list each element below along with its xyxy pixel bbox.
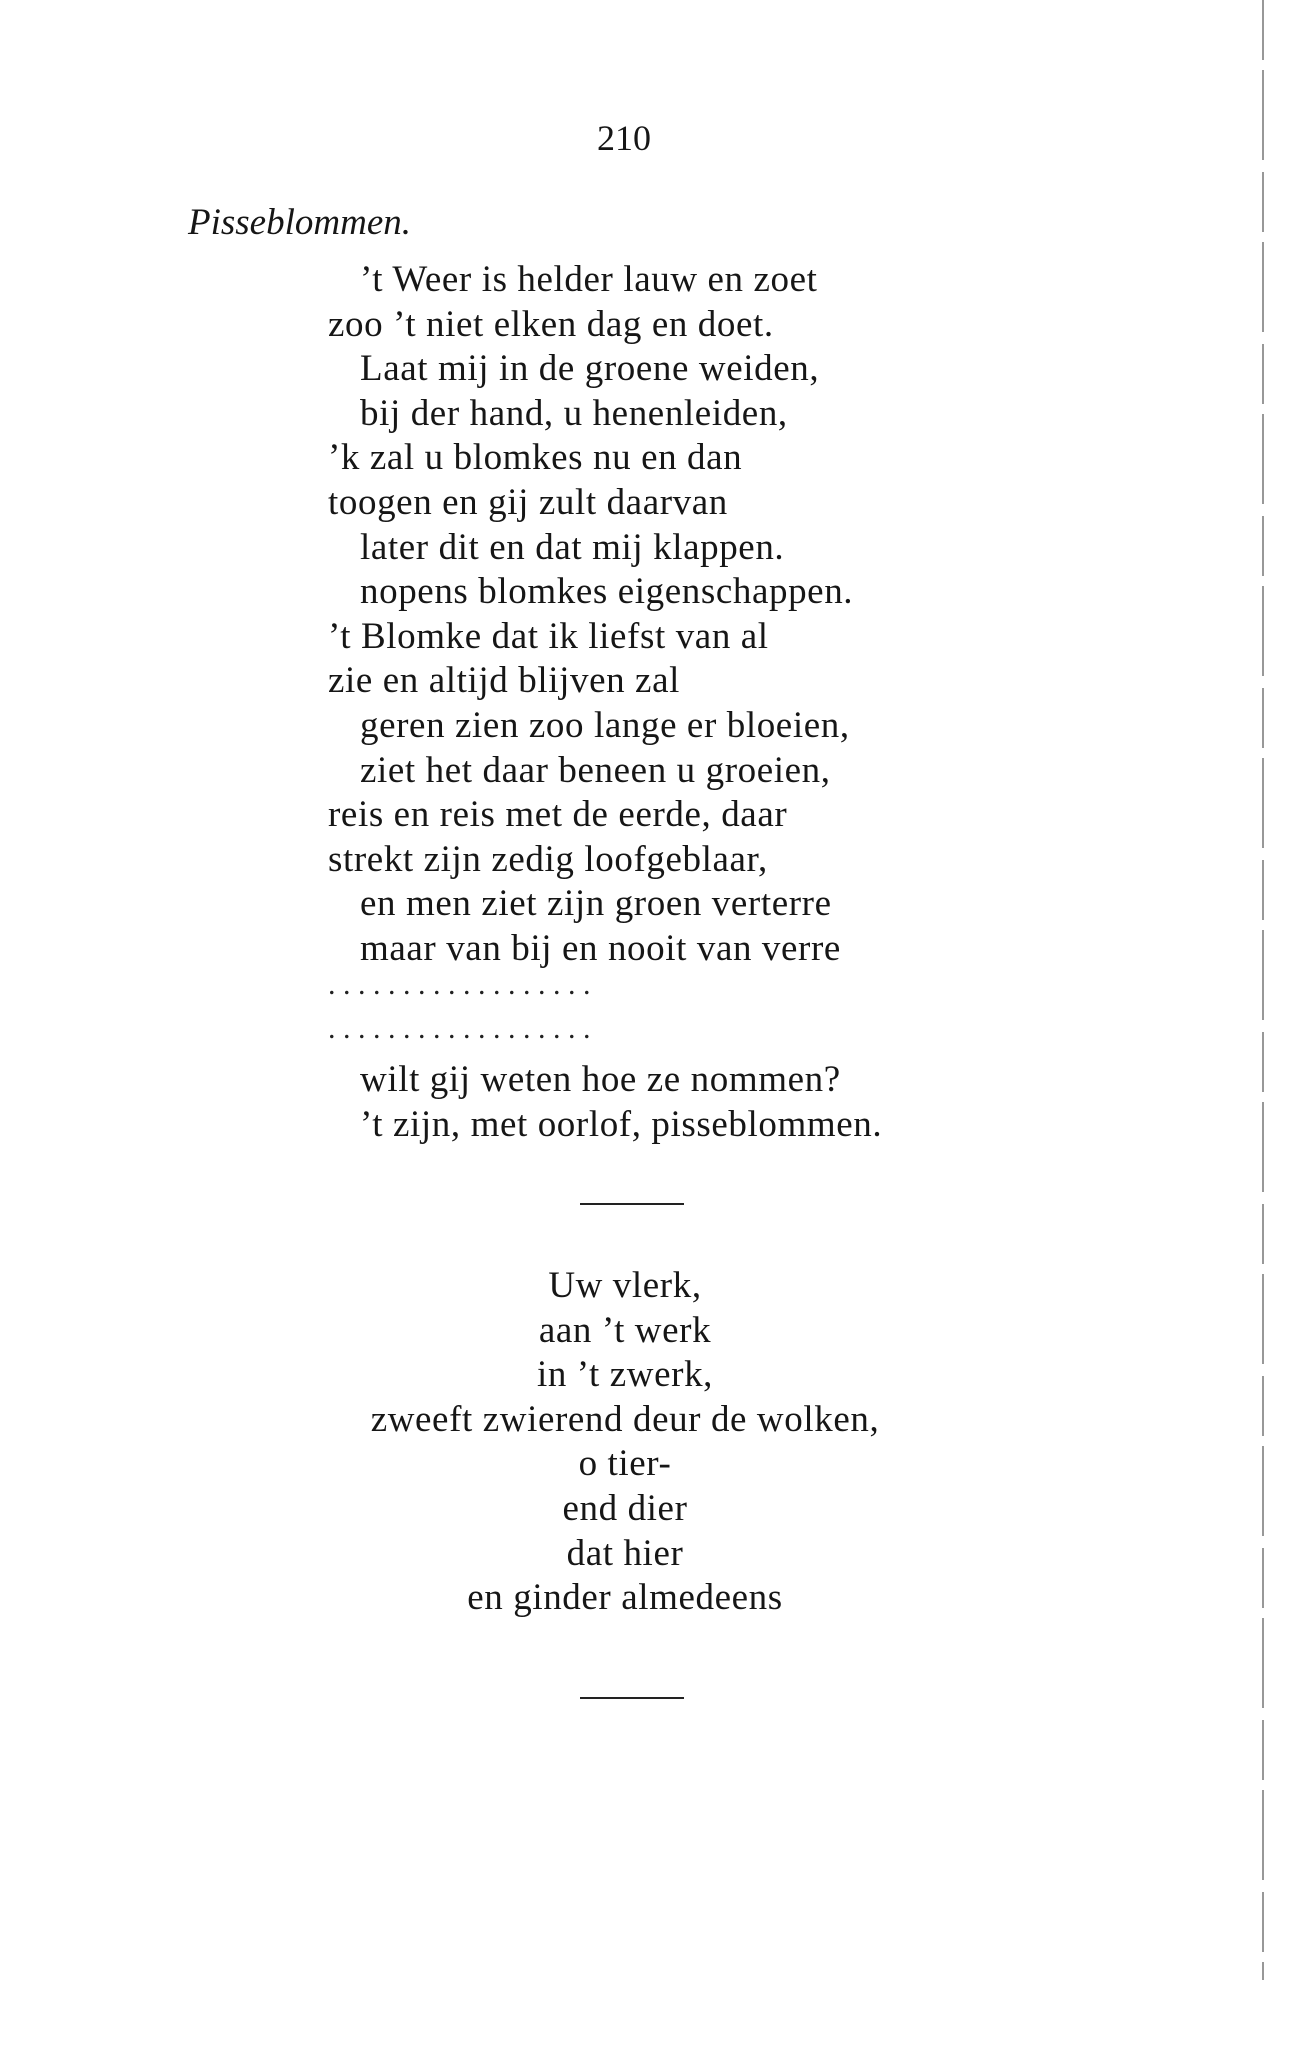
poem-line: wilt gij weten hoe ze nommen?: [360, 1059, 841, 1100]
poem-line: toogen en gij zult daarvan: [328, 481, 728, 523]
poem-line: ziet het daar beneen u groeien,: [360, 749, 831, 791]
poem-line: end dier: [562, 1487, 688, 1529]
poem-line: nopens blomkes eigenschappen.: [360, 571, 854, 613]
poem-line: strekt zijn zedig loofgeblaar,: [328, 838, 768, 880]
poem-line: ’t Weer is helder lauw en zoet: [360, 259, 818, 300]
poem-line: zie en altijd blijven zal: [328, 660, 680, 702]
poem-line: geren zien zoo lange er bloeien,: [360, 704, 850, 746]
poem-line: maar van bij en nooit van verre: [360, 927, 841, 969]
poem-line: en ginder almedeens: [467, 1577, 783, 1619]
ellipsis-row: . . . . . . . . . . . . . . . . . .: [328, 968, 591, 1001]
poem-line: Uw vlerk,: [548, 1265, 702, 1306]
second-poem: [0, 1264, 1250, 1621]
poem-line: later dit en dat mij klappen.: [360, 526, 785, 568]
poem-line: ’t zijn, met oorlof, pisseblommen.: [360, 1103, 883, 1145]
poem-line: reis en reis met de eerde, daar: [328, 794, 788, 836]
poem-line: ’t Blomke dat ik liefst van al: [328, 615, 769, 657]
poem-ending: [360, 1058, 882, 1147]
poem-line: zweeft zwierend deur de wolken,: [370, 1398, 880, 1440]
section-divider: [580, 1697, 684, 1699]
poem-title: Pisseblommen.: [188, 202, 411, 243]
poem-line: bij der hand, u henenleiden,: [360, 392, 788, 434]
poem-line: zoo ’t niet elken dag en doet.: [328, 303, 774, 345]
poem-line: o tier-: [578, 1443, 672, 1485]
poem-line: en men ziet zijn groen verterre: [360, 883, 832, 925]
section-divider: [580, 1203, 684, 1205]
ellipsis-row: . . . . . . . . . . . . . . . . . .: [328, 1012, 591, 1045]
page-number: 210: [597, 118, 651, 158]
poem-line: in ’t zwerk,: [536, 1354, 714, 1396]
poem-stanza: [328, 258, 853, 972]
poem-line: aan ’t werk: [538, 1309, 712, 1351]
page-edge-scan-line: [1262, 0, 1264, 1980]
poem-line: Laat mij in de groene weiden,: [360, 348, 820, 390]
poem-line: dat hier: [566, 1532, 684, 1574]
poem-line: ’k zal u blomkes nu en dan: [328, 437, 743, 479]
